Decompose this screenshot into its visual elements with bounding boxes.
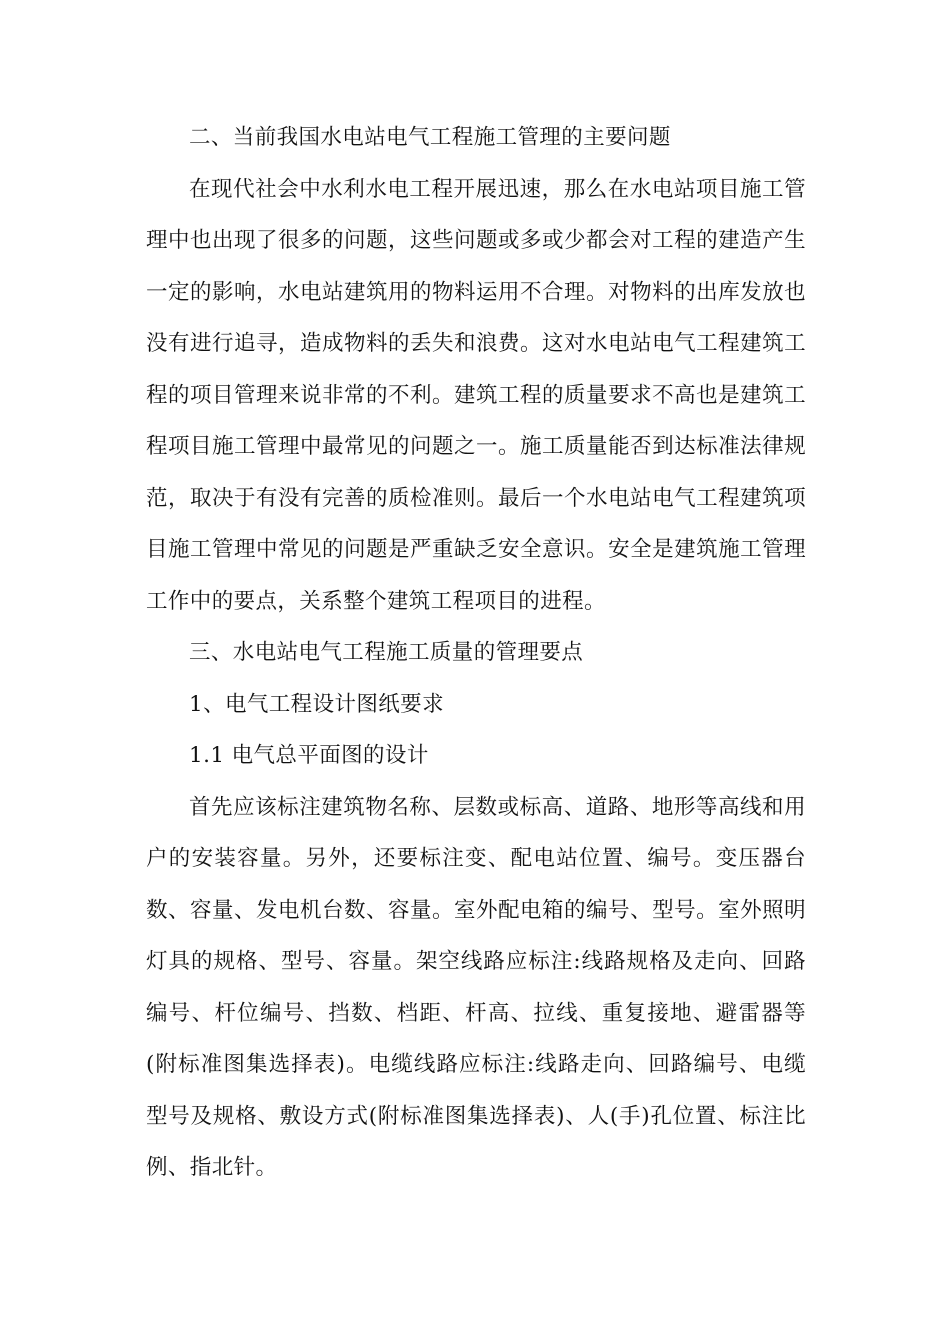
subsection-heading-1-1: 1.1 电气总平面图的设计 [189, 743, 429, 768]
section-heading-2: 二、当前我国水电站电气工程施工管理的主要问题 [189, 125, 671, 150]
section-heading-3: 三、水电站电气工程施工质量的管理要点 [189, 640, 584, 665]
subsection-heading-1: 1、电气工程设计图纸要求 [189, 691, 444, 717]
body-paragraph-2: 首先应该标注建筑物名称、层数或标高、道路、地形等高线和用户的安装容量。另外，还要标注变、配电站位置、编号。变压器台数、容量、发电机台数、容量。室外配电箱的编号、型号。室外照明灯具的规格、型号、容量。架空线路应标注:线路规格及走向、回路编号、杆位编号、挡数、档距、杆高、拉线、重复接地、避雷器等(附标准图集选择表)。电缆线路应标注:线路走向、回路编号、电缆型号及规格、敷设方式(附标准图集选择表)、人(手)孔位置、标注比例、指北针。 [146, 794, 806, 1180]
document-body [146, 112, 806, 1194]
body-paragraph-1: 在现代社会中水利水电工程开展迅速，那么在水电站项目施工管理中也出现了很多的问题，这些问题或多或少都会对工程的建造产生一定的影响，水电站建筑用的物料运用不合理。对物料的出库发放也没有进行追寻，造成物料的丢失和浪费。这对水电站电气工程建筑工程的项目管理来说非常的不利。建筑工程的质量要求不高也是建筑工程项目施工管理中最常见的问题之一。施工质量能否到达标准法律规范，取决于有没有完善的质检准则。最后一个水电站电气工程建筑项目施工管理中常见的问题是严重缺乏安全意识。安全是建筑施工管理工作中的要点，关系整个建筑工程项目的进程。 [146, 176, 806, 614]
